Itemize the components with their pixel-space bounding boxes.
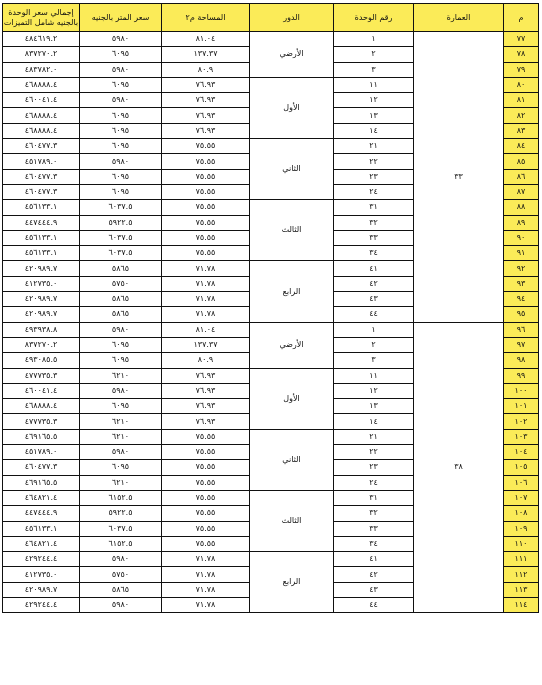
unit-number-cell: ٢	[334, 47, 414, 62]
total-price-cell: ٤٨٣٧٨٢.٠	[3, 62, 80, 77]
price-per-meter-cell: ٦٠٩٥	[80, 337, 162, 352]
row-number-cell: ٩٠	[504, 230, 539, 245]
unit-number-cell: ٢٤	[334, 184, 414, 199]
total-price-cell: ٤٥٦١٣٣.١	[3, 230, 80, 245]
floor-name-cell: الرابع	[250, 261, 334, 322]
area-cell: ٧١.٧٨	[162, 276, 250, 291]
unit-number-cell: ٢٤	[334, 475, 414, 490]
area-cell: ٧٥.٥٥	[162, 154, 250, 169]
header-floor: الدور	[250, 4, 334, 32]
row-number-cell: ١٠٠	[504, 383, 539, 398]
unit-number-cell: ٣١	[334, 200, 414, 215]
area-cell: ٧٥.٥٥	[162, 230, 250, 245]
row-number-cell: ٨٤	[504, 139, 539, 154]
unit-number-cell: ٣٤	[334, 536, 414, 551]
row-number-cell: ٩٦	[504, 322, 539, 337]
total-price-cell: ٤٢٩٢٤٤.٤	[3, 597, 80, 612]
price-per-meter-cell: ٥٩٨٠	[80, 322, 162, 337]
unit-number-cell: ١	[334, 322, 414, 337]
area-cell: ٧٦.٩٣	[162, 77, 250, 92]
unit-number-cell: ٤١	[334, 552, 414, 567]
price-per-meter-cell: ٥٩٨٠	[80, 445, 162, 460]
total-price-cell: ٤٥١٧٨٩.٠	[3, 154, 80, 169]
floor-name-cell: الأرضي	[250, 32, 334, 78]
price-per-meter-cell: ٦٢١٠	[80, 368, 162, 383]
area-cell: ٧٥.٥٥	[162, 429, 250, 444]
unit-number-cell: ٣٤	[334, 246, 414, 261]
row-number-cell: ٨٥	[504, 154, 539, 169]
total-price-cell: ٤٥١٧٨٩.٠	[3, 445, 80, 460]
unit-number-cell: ١٢	[334, 383, 414, 398]
total-price-cell: ٤٧٧٧٣٥.٣	[3, 414, 80, 429]
row-number-cell: ١٠٥	[504, 460, 539, 475]
row-number-cell: ٩٧	[504, 337, 539, 352]
unit-number-cell: ٤٣	[334, 292, 414, 307]
unit-number-cell: ٣١	[334, 490, 414, 505]
unit-number-cell: ١	[334, 32, 414, 47]
floor-name-cell: الثالث	[250, 200, 334, 261]
price-per-meter-cell: ٦١٥٢.٥	[80, 536, 162, 551]
row-number-cell: ٨٢	[504, 108, 539, 123]
price-per-meter-cell: ٥٩٢٢.٥	[80, 215, 162, 230]
total-price-cell: ٤٩٣٩٣٨.٨	[3, 322, 80, 337]
area-cell: ٧٥.٥٥	[162, 536, 250, 551]
area-cell: ٨٠.٩	[162, 62, 250, 77]
unit-number-cell: ٤٢	[334, 276, 414, 291]
row-number-cell: ٨١	[504, 93, 539, 108]
row-number-cell: ٩٢	[504, 261, 539, 276]
area-cell: ٧٥.٥٥	[162, 215, 250, 230]
row-number-cell: ١٠٩	[504, 521, 539, 536]
area-cell: ٧٥.٥٥	[162, 460, 250, 475]
floor-name-cell: الأول	[250, 77, 334, 138]
row-number-cell: ١٠١	[504, 399, 539, 414]
total-price-cell: ٤٦٠٠٤١.٤	[3, 383, 80, 398]
price-per-meter-cell: ٦٢١٠	[80, 429, 162, 444]
total-price-cell: ٤٤٧٤٤٤.٩	[3, 506, 80, 521]
price-per-meter-cell: ٦٠٩٥	[80, 139, 162, 154]
total-price-cell: ٤١٢٧٣٥.٠	[3, 567, 80, 582]
price-per-meter-cell: ٥٨٦٥	[80, 261, 162, 276]
total-price-cell: ٨٣٧٢٧٠.٢	[3, 337, 80, 352]
price-per-meter-cell: ٦٠٩٥	[80, 460, 162, 475]
row-number-cell: ١٠٨	[504, 506, 539, 521]
row-number-cell: ٨٧	[504, 184, 539, 199]
row-number-cell: ١٠٣	[504, 429, 539, 444]
price-per-meter-cell: ٥٩٨٠	[80, 62, 162, 77]
row-number-cell: ٩٤	[504, 292, 539, 307]
header-unit: رقم الوحدة	[334, 4, 414, 32]
area-cell: ٧١.٧٨	[162, 567, 250, 582]
price-per-meter-cell: ٦٠٣٧.٥	[80, 246, 162, 261]
floor-name-cell: الثاني	[250, 139, 334, 200]
unit-number-cell: ٢	[334, 337, 414, 352]
row-number-cell: ١٠٤	[504, 445, 539, 460]
area-cell: ٧٥.٥٥	[162, 521, 250, 536]
total-price-cell: ٤٦٠٠٤١.٤	[3, 93, 80, 108]
row-number-cell: ١١٤	[504, 597, 539, 612]
price-per-meter-cell: ٦١٥٢.٥	[80, 490, 162, 505]
area-cell: ٧٥.٥٥	[162, 506, 250, 521]
unit-number-cell: ١٤	[334, 123, 414, 138]
price-per-meter-cell: ٥٩٨٠	[80, 32, 162, 47]
area-cell: ١٣٧.٣٧	[162, 337, 250, 352]
total-price-cell: ٤٢٩٢٤٤.٤	[3, 552, 80, 567]
price-per-meter-cell: ٦٠٩٥	[80, 184, 162, 199]
unit-number-cell: ٣٢	[334, 506, 414, 521]
floor-name-cell: الأول	[250, 368, 334, 429]
unit-number-cell: ٣٣	[334, 521, 414, 536]
total-price-cell: ٤٦٤٨٢١.٤	[3, 536, 80, 551]
area-cell: ٧٥.٥٥	[162, 169, 250, 184]
header-area: المساحة م٢	[162, 4, 250, 32]
price-per-meter-cell: ٦٠٩٥	[80, 353, 162, 368]
price-per-meter-cell: ٥٩٨٠	[80, 93, 162, 108]
row-number-cell: ٩٩	[504, 368, 539, 383]
area-cell: ٧٥.٥٥	[162, 445, 250, 460]
unit-number-cell: ٣٢	[334, 215, 414, 230]
price-per-meter-cell: ٦٠٩٥	[80, 77, 162, 92]
row-number-cell: ٨٩	[504, 215, 539, 230]
row-number-cell: ٩٥	[504, 307, 539, 322]
total-price-cell: ٤٦٠٤٧٧.٣	[3, 139, 80, 154]
unit-number-cell: ٢٣	[334, 460, 414, 475]
row-number-cell: ٨٨	[504, 200, 539, 215]
total-price-cell: ٤٢٠٩٨٩.٧	[3, 307, 80, 322]
total-price-cell: ٤٨٤٦١٩.٢	[3, 32, 80, 47]
area-cell: ٧٥.٥٥	[162, 246, 250, 261]
header-row	[3, 4, 539, 32]
price-per-meter-cell: ٦٠٩٥	[80, 399, 162, 414]
price-per-meter-cell: ٦٠٣٧.٥	[80, 230, 162, 245]
price-per-meter-cell: ٥٩٨٠	[80, 552, 162, 567]
area-cell: ٧٦.٩٣	[162, 399, 250, 414]
row-number-cell: ١١٢	[504, 567, 539, 582]
area-cell: ٧٥.٥٥	[162, 139, 250, 154]
price-per-meter-cell: ٥٧٥٠	[80, 567, 162, 582]
price-per-meter-cell: ٥٩٨٠	[80, 597, 162, 612]
price-per-meter-cell: ٦٠٩٥	[80, 108, 162, 123]
unit-number-cell: ١٣	[334, 399, 414, 414]
unit-number-cell: ٢٣	[334, 169, 414, 184]
floor-name-cell: الثالث	[250, 490, 334, 551]
unit-number-cell: ١١	[334, 368, 414, 383]
price-per-meter-cell: ٦٠٣٧.٥	[80, 200, 162, 215]
price-per-meter-cell: ٥٧٥٠	[80, 276, 162, 291]
total-price-cell: ٤٩٣٠٨٥.٥	[3, 353, 80, 368]
total-price-cell: ٤١٢٧٣٥.٠	[3, 276, 80, 291]
row-number-cell: ١١١	[504, 552, 539, 567]
unit-number-cell: ٤١	[334, 261, 414, 276]
total-price-cell: ٤٥٦١٣٣.١	[3, 521, 80, 536]
area-cell: ٧٦.٩٣	[162, 383, 250, 398]
header-num: م	[504, 4, 539, 32]
total-price-cell: ٨٣٧٢٧٠.٢	[3, 47, 80, 62]
row-number-cell: ١١٣	[504, 582, 539, 597]
total-price-cell: ٤٦٠٤٧٧.٣	[3, 460, 80, 475]
floor-name-cell: الأرضي	[250, 322, 334, 368]
unit-number-cell: ٢٢	[334, 154, 414, 169]
price-per-meter-cell: ٦٢١٠	[80, 414, 162, 429]
row-number-cell: ٩١	[504, 246, 539, 261]
area-cell: ٧١.٧٨	[162, 552, 250, 567]
area-cell: ٨١.٠٤	[162, 322, 250, 337]
area-cell: ٧٥.٥٥	[162, 200, 250, 215]
total-price-cell: ٤٦٨٨٨٨.٤	[3, 399, 80, 414]
total-price-cell: ٤٦٨٨٨٨.٤	[3, 108, 80, 123]
row-number-cell: ٩٨	[504, 353, 539, 368]
unit-number-cell: ١١	[334, 77, 414, 92]
total-price-cell: ٤٥٦١٣٣.١	[3, 200, 80, 215]
total-price-cell: ٤٦٩١٦٥.٥	[3, 429, 80, 444]
total-price-cell: ٤٦٨٨٨٨.٤	[3, 123, 80, 138]
area-cell: ٧١.٧٨	[162, 261, 250, 276]
area-cell: ٧٥.٥٥	[162, 184, 250, 199]
row-number-cell: ٧٧	[504, 32, 539, 47]
total-price-cell: ٤٦٤٨٢١.٤	[3, 490, 80, 505]
unit-number-cell: ١٢	[334, 93, 414, 108]
floor-name-cell: الثاني	[250, 429, 334, 490]
unit-number-cell: ٣	[334, 353, 414, 368]
row-number-cell: ١١٠	[504, 536, 539, 551]
area-cell: ٨٠.٩	[162, 353, 250, 368]
area-cell: ٧٥.٥٥	[162, 475, 250, 490]
row-number-cell: ٩٣	[504, 276, 539, 291]
unit-number-cell: ٣٣	[334, 230, 414, 245]
unit-number-cell: ١٣	[334, 108, 414, 123]
area-cell: ٧٦.٩٣	[162, 414, 250, 429]
floor-name-cell: الرابع	[250, 552, 334, 613]
area-cell: ١٣٧.٣٧	[162, 47, 250, 62]
unit-number-cell: ٤٤	[334, 307, 414, 322]
table-body	[3, 32, 539, 613]
area-cell: ٧١.٧٨	[162, 597, 250, 612]
unit-number-cell: ٢٢	[334, 445, 414, 460]
unit-number-cell: ٣	[334, 62, 414, 77]
price-per-meter-cell: ٥٨٦٥	[80, 292, 162, 307]
area-cell: ٧٦.٩٣	[162, 123, 250, 138]
total-price-cell: ٤٦٨٨٨٨.٤	[3, 77, 80, 92]
area-cell: ٨١.٠٤	[162, 32, 250, 47]
area-cell: ٧٥.٥٥	[162, 490, 250, 505]
price-per-meter-cell: ٥٩٢٢.٥	[80, 506, 162, 521]
table-row	[3, 322, 539, 337]
unit-number-cell: ٢١	[334, 429, 414, 444]
price-per-meter-cell: ٦٠٩٥	[80, 169, 162, 184]
area-cell: ٧١.٧٨	[162, 307, 250, 322]
price-per-meter-cell: ٥٨٦٥	[80, 307, 162, 322]
price-per-meter-cell: ٥٨٦٥	[80, 582, 162, 597]
price-per-meter-cell: ٦٠٣٧.٥	[80, 521, 162, 536]
area-cell: ٧٦.٩٣	[162, 368, 250, 383]
building-number-cell: ٣٣	[414, 32, 504, 323]
total-price-cell: ٤٧٧٧٣٥.٣	[3, 368, 80, 383]
row-number-cell: ٨٦	[504, 169, 539, 184]
row-number-cell: ١٠٦	[504, 475, 539, 490]
price-per-meter-cell: ٦٢١٠	[80, 475, 162, 490]
header-building: العمارة	[414, 4, 504, 32]
area-cell: ٧٦.٩٣	[162, 93, 250, 108]
area-cell: ٧١.٧٨	[162, 582, 250, 597]
unit-number-cell: ٤٣	[334, 582, 414, 597]
total-price-cell: ٤٦٠٤٧٧.٣	[3, 169, 80, 184]
total-price-cell: ٤٤٧٤٤٤.٩	[3, 215, 80, 230]
row-number-cell: ١٠٢	[504, 414, 539, 429]
price-per-meter-cell: ٦٠٩٥	[80, 47, 162, 62]
row-number-cell: ٧٩	[504, 62, 539, 77]
building-number-cell: ٣٨	[414, 322, 504, 613]
area-cell: ٧٦.٩٣	[162, 108, 250, 123]
price-per-meter-cell: ٥٩٨٠	[80, 383, 162, 398]
total-price-cell: ٤٦٠٤٧٧.٣	[3, 184, 80, 199]
header-price-per-meter: سعر المتر بالجنيه	[80, 4, 162, 32]
price-per-meter-cell: ٥٩٨٠	[80, 154, 162, 169]
unit-number-cell: ١٤	[334, 414, 414, 429]
row-number-cell: ٧٨	[504, 47, 539, 62]
row-number-cell: ٨٣	[504, 123, 539, 138]
price-per-meter-cell: ٦٠٩٥	[80, 123, 162, 138]
row-number-cell: ٨٠	[504, 77, 539, 92]
header-total: إجمالي سعر الوحدة بالجنيه شامل التميزات	[3, 4, 80, 32]
table-row	[3, 32, 539, 47]
total-price-cell: ٤٢٠٩٨٩.٧	[3, 292, 80, 307]
unit-number-cell: ٤٤	[334, 597, 414, 612]
total-price-cell: ٤٢٠٩٨٩.٧	[3, 261, 80, 276]
row-number-cell: ١٠٧	[504, 490, 539, 505]
total-price-cell: ٤٢٠٩٨٩.٧	[3, 582, 80, 597]
total-price-cell: ٤٦٩١٦٥.٥	[3, 475, 80, 490]
unit-number-cell: ٤٢	[334, 567, 414, 582]
area-cell: ٧١.٧٨	[162, 292, 250, 307]
total-price-cell: ٤٥٦١٣٣.١	[3, 246, 80, 261]
unit-number-cell: ٢١	[334, 139, 414, 154]
units-price-table	[2, 3, 539, 613]
